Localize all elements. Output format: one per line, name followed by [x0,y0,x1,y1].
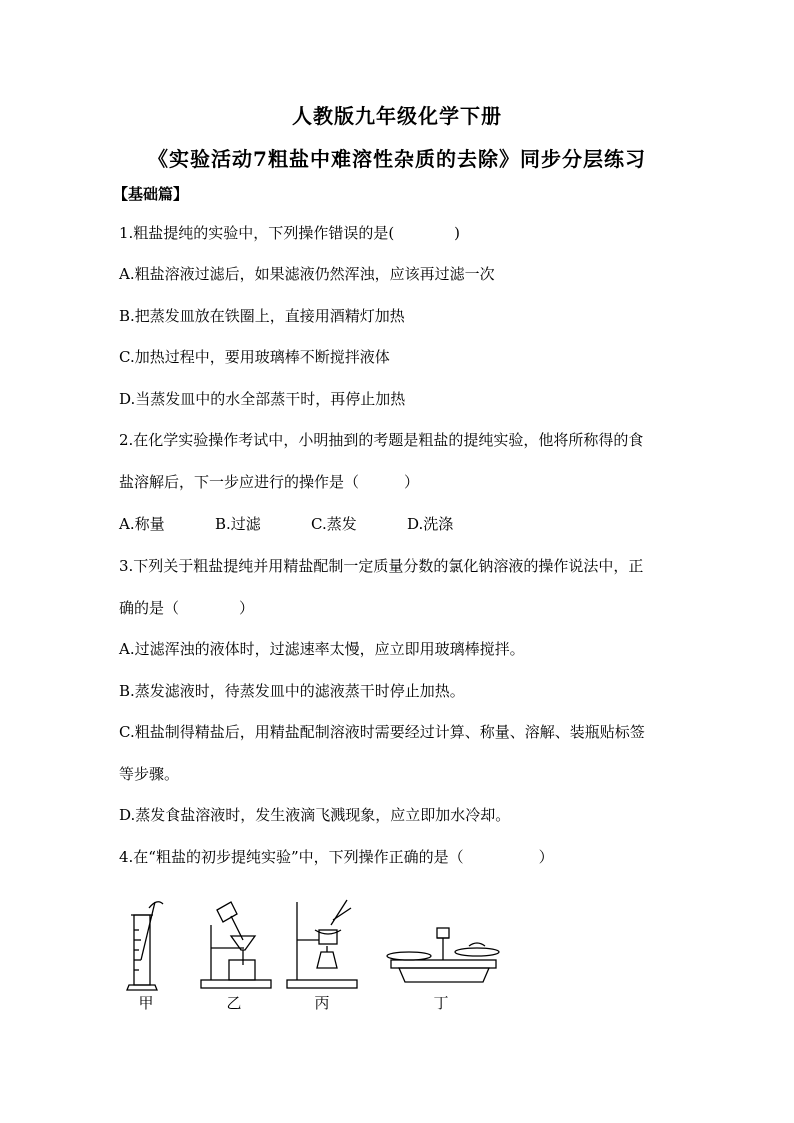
q1-option-b: B.把蒸发皿放在铁圈上，直接用酒精灯加热 [119,307,405,325]
document-title: 人教版九年级化学下册 [292,104,502,128]
figure-label-yi: 乙 [226,994,242,1012]
q2-stem-line2: 盐溶解后，下一步应进行的操作是（ ） [119,473,420,491]
q2-option-d: D.洗涤 [407,515,454,533]
evaporation-setup-icon [287,900,357,988]
q3-option-d: D.蒸发食盐溶液时，发生液滴飞溅现象，应立即加水冷却。 [119,806,511,824]
section-label: 【基础篇】 [113,185,189,203]
q2-option-a: A.称量 [119,515,165,533]
q2-option-c: C.蒸发 [311,515,357,533]
figure-label-jia: 甲 [138,994,154,1012]
q1-option-a: A.粗盐溶液过滤后，如果滤液仍然浑浊，应该再过滤一次 [119,265,495,283]
q2-options [119,513,453,534]
filtration-setup-icon [201,902,271,988]
q1-stem: 1.粗盐提纯的实验中，下列操作错误的是( ) [119,224,461,242]
q1-option-c: C.加热过程中，要用玻璃棒不断搅拌液体 [119,348,390,366]
q2-option-b: B.过滤 [215,515,261,533]
lab-apparatus-figure [119,880,519,1020]
q3-option-c-line1: C.粗盐制得精盐后，用精盐配制溶液时需要经过计算、称量、溶解、装瓶贴标签 [119,723,645,741]
graduated-cylinder-icon [127,902,163,990]
q1-option-d: D.当蒸发皿中的水全部蒸干时，再停止加热 [119,390,406,408]
q3-option-a: A.过滤浑浊的液体时，过滤速率太慢，应立即用玻璃棒搅拌。 [119,640,525,658]
document-subtitle: 《实验活动7粗盐中难溶性杂质的去除》同步分层练习 [148,147,646,171]
q4-stem: 4.在“粗盐的初步提纯实验”中，下列操作正确的是（ ） [119,848,554,866]
q3-stem-line2: 确的是（ ） [119,599,255,617]
figure-label-bing: 丙 [314,994,330,1012]
q3-option-b: B.蒸发滤液时，待蒸发皿中的滤液蒸干时停止加热。 [119,682,465,700]
balance-scale-icon [387,928,499,982]
q3-stem-line1: 3.下列关于粗盐提纯并用精盐配制一定质量分数的氯化钠溶液的操作说法中，正 [119,557,644,575]
figure-label-ding: 丁 [433,994,449,1012]
q2-stem-line1: 2.在化学实验操作考试中，小明抽到的考题是粗盐的提纯实验，他将所称得的食 [119,431,644,449]
q3-option-c-line2: 等步骤。 [119,765,180,783]
